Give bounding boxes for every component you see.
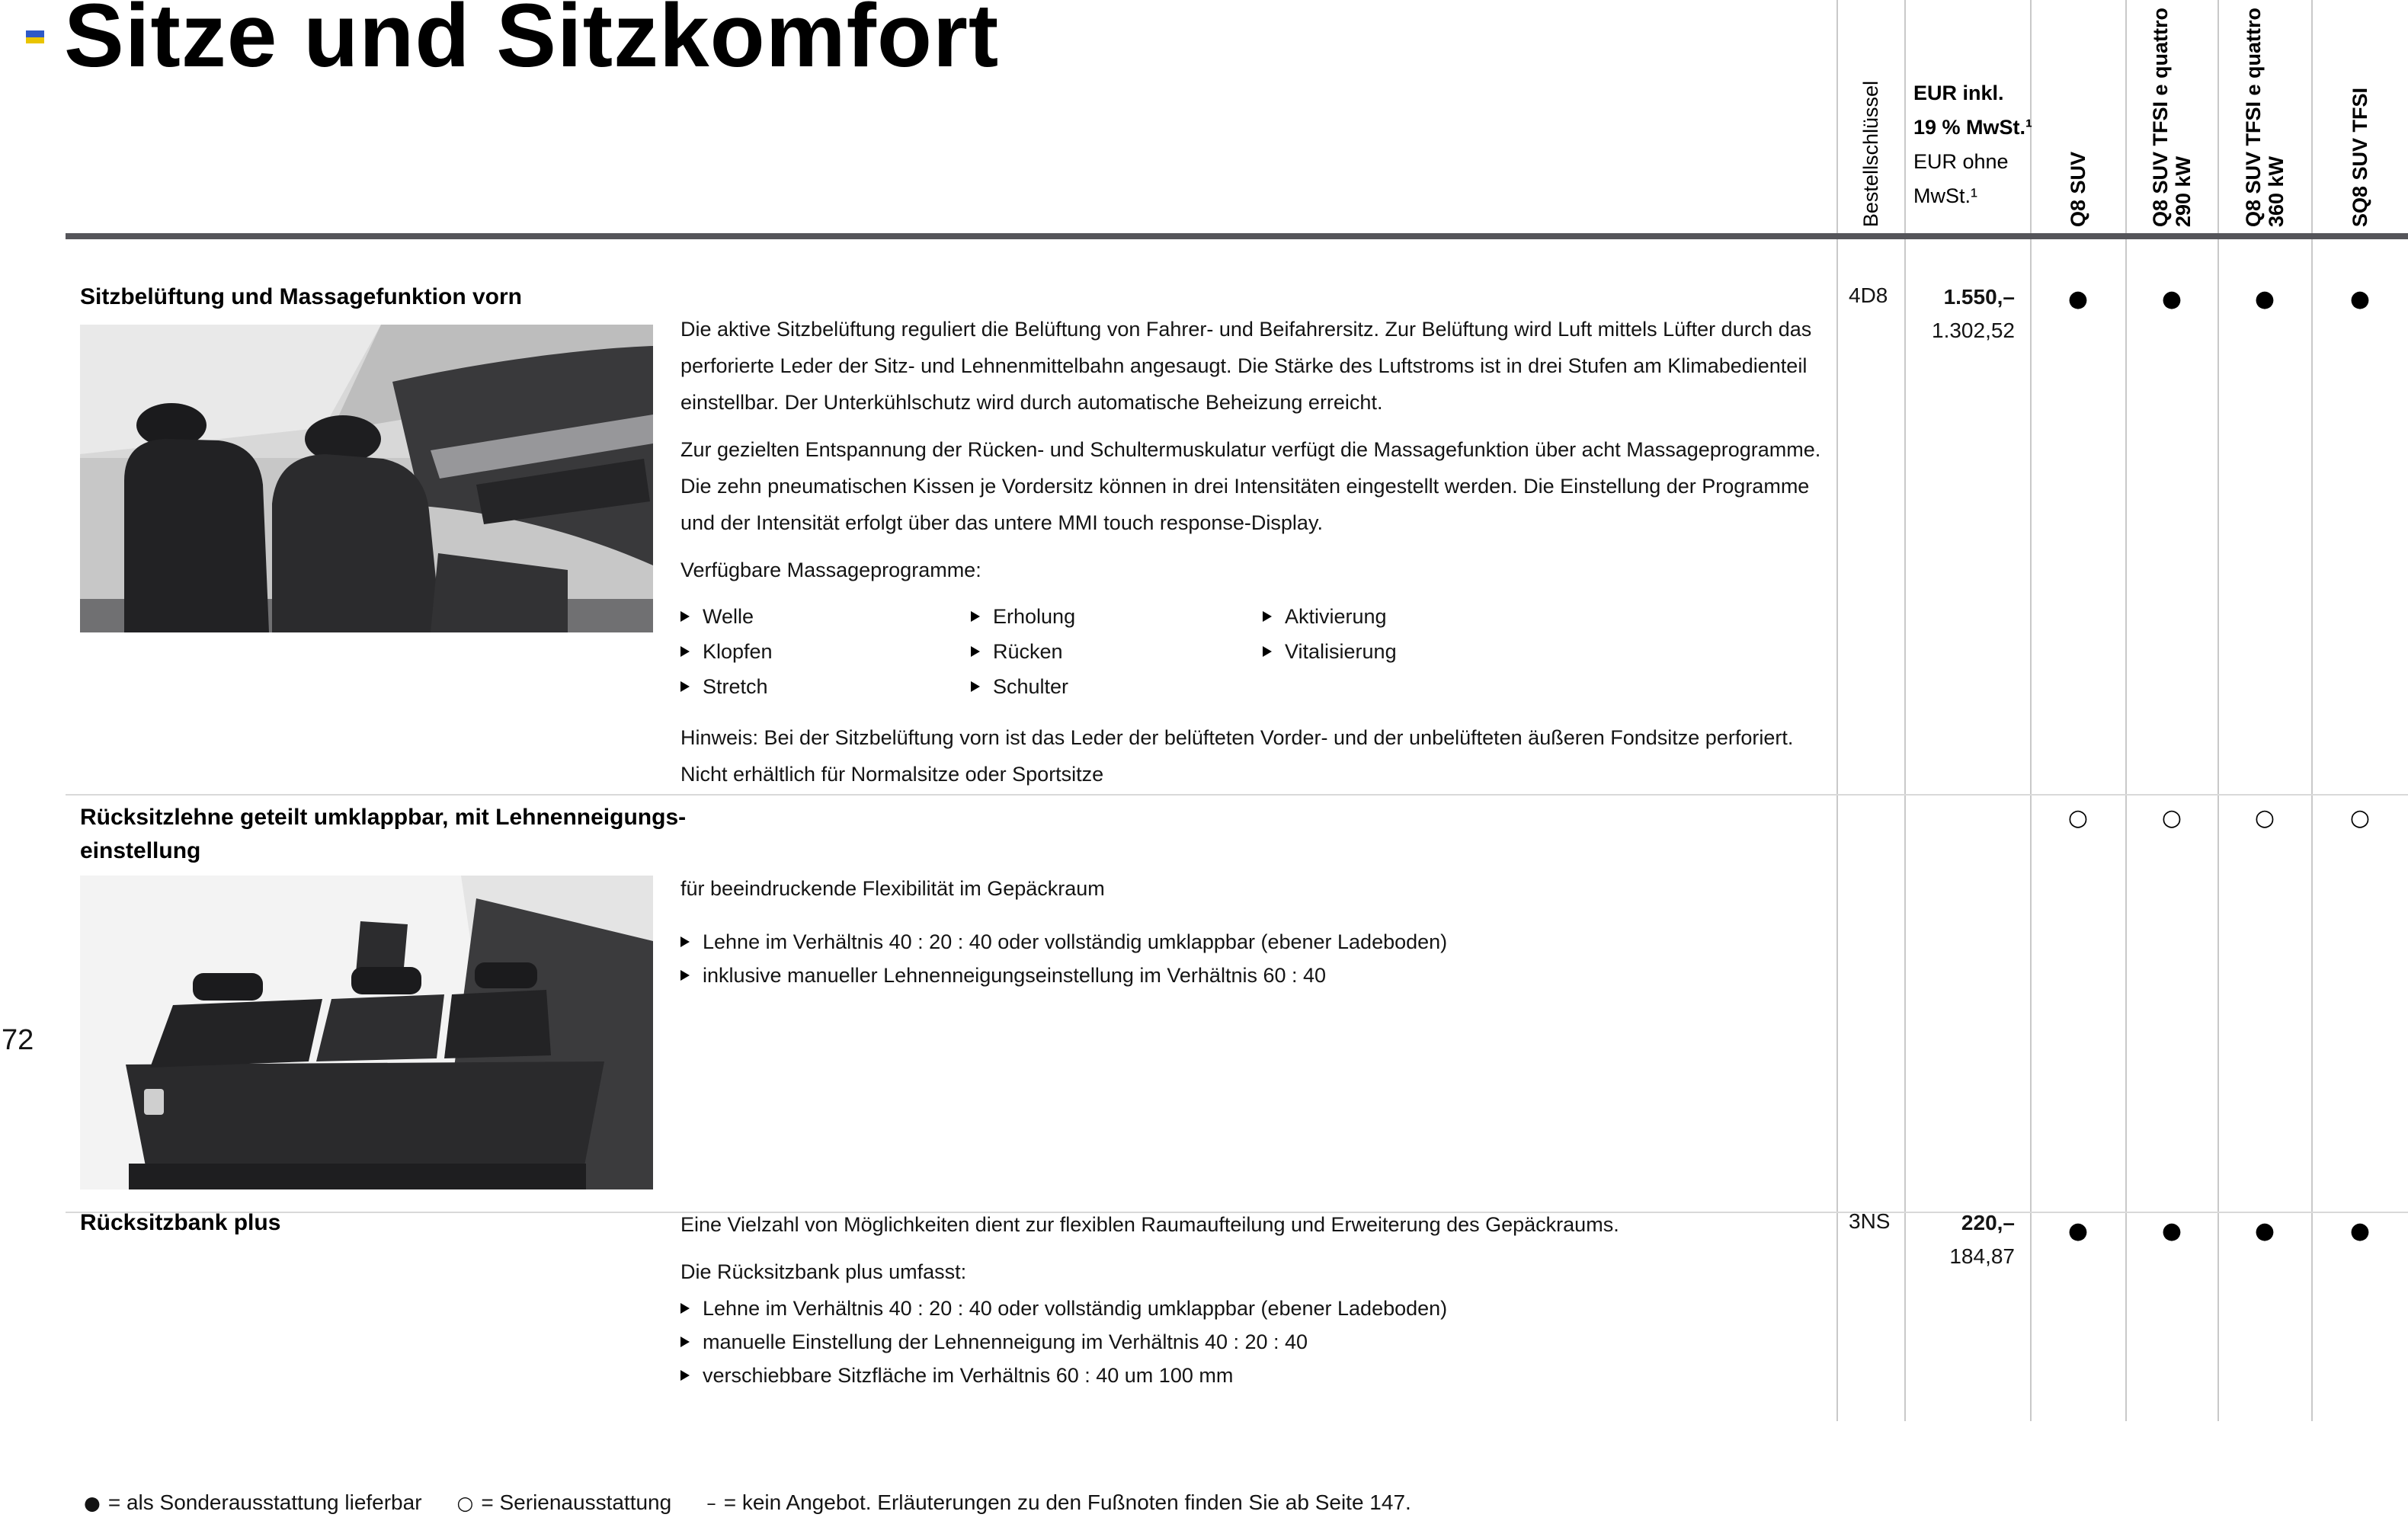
model-column-header <box>2030 0 2126 227</box>
program-item <box>680 669 773 704</box>
model-column-header <box>2125 0 2218 227</box>
bullet-label: manuelle Einstellung der Lehnenneigung im Verhältnis 40 : 20 : 40 <box>703 1330 1308 1353</box>
price-cell <box>1905 280 2015 347</box>
bullet-label: Lehne im Verhältnis 40 : 20 : 40 oder vollständig umklappbar (ebener Ladeboden) <box>703 930 1448 953</box>
model-name-line: 360 kW <box>2265 155 2288 227</box>
bullet-triangle-icon <box>680 1337 690 1347</box>
page-title: Sitze und Sitzkomfort <box>64 0 1000 86</box>
bullet-triangle-icon <box>1263 646 1272 657</box>
bullet-item <box>680 959 1824 992</box>
program-label: Klopfen <box>703 640 773 663</box>
row-title-line: Rücksitzlehne geteilt umklappbar, mit Lehnenneigungs- <box>80 805 687 830</box>
row-title: Rücksitzbank plus <box>80 1210 281 1235</box>
bullet-triangle-icon <box>680 681 690 692</box>
bullet-label: inklusive manueller Lehnenneigungseinstellung im Verhältnis 60 : 40 <box>703 964 1327 987</box>
price-header-line: 19 % MwSt.¹ <box>1913 116 2033 139</box>
feature-description <box>680 870 1824 992</box>
availability-dot: ● <box>2349 1218 2371 1244</box>
bullet-label: verschiebbare Sitzfläche im Verhältnis 60 : 40 um 100 mm <box>703 1364 1234 1387</box>
bullet-triangle-icon <box>971 646 980 657</box>
program-item <box>1263 634 1397 669</box>
bullet-triangle-icon <box>680 1303 690 1314</box>
model-column-header <box>2217 0 2312 227</box>
availability-dot: ● <box>2254 1218 2275 1244</box>
bullet-list <box>680 1292 1824 1392</box>
availability-dot: ○ <box>2161 805 2182 831</box>
availability-dot: ○ <box>2254 805 2275 831</box>
availability-dot: ● <box>2161 286 2182 312</box>
availability-dot: ● <box>2161 1218 2182 1244</box>
program-item <box>971 599 1075 634</box>
program-label: Stretch <box>703 675 768 698</box>
program-label: Rücken <box>993 640 1063 663</box>
availability-dot: ● <box>2254 286 2275 312</box>
program-label: Vitalisierung <box>1285 640 1397 663</box>
price-header-line: MwSt.¹ <box>1913 184 1977 207</box>
description-intro: für beeindruckende Flexibilität im Gepäckraum <box>680 877 1105 900</box>
bullet-triangle-icon <box>680 970 690 981</box>
program-item <box>1263 599 1397 634</box>
feature-description <box>680 311 1824 792</box>
order-code: 3NS <box>1849 1209 1891 1233</box>
bullet-item <box>680 1292 1824 1325</box>
row-title: Sitzbelüftung und Massagefunktion vorn <box>80 284 522 309</box>
order-code: 4D8 <box>1849 283 1888 307</box>
price-header-line: EUR inkl. <box>1913 82 2004 104</box>
programs-column <box>1263 599 1397 669</box>
price-header-line: EUR ohne <box>1913 150 2009 173</box>
program-label: Schulter <box>993 675 1069 698</box>
model-name-line: SQ8 SUV TFSI <box>2348 87 2371 227</box>
program-item <box>680 634 773 669</box>
price-incl-vat: 1.550,– <box>1943 285 2015 309</box>
open-circle-icon: ○ <box>456 1491 474 1514</box>
program-item <box>680 599 773 634</box>
row-title <box>80 801 686 868</box>
price-excl-vat: 1.302,52 <box>1932 319 2015 342</box>
availability-dot: ○ <box>2349 805 2371 831</box>
description-intro: Eine Vielzahl von Möglichkeiten dient zur flexiblen Raumaufteilung und Erweiterung des Gepäckraums. <box>680 1213 1619 1236</box>
order-code-column-header <box>1836 0 1905 227</box>
program-item <box>971 669 1075 704</box>
bullet-item <box>680 925 1824 959</box>
bullet-label: Lehne im Verhältnis 40 : 20 : 40 oder vollständig umklappbar (ebener Ladeboden) <box>703 1297 1448 1320</box>
legend-text: = Serienausstattung <box>481 1490 672 1514</box>
description-paragraph: Die aktive Sitzbelüftung reguliert die Belüftung von Fahrer- und Beifahrersitz. Zur Belüftung wird Luft mittels Lüfter durch das perforierte Leder der Sitz- und Lehnenmittelbahn angesaugt. Die Stärke des Luftstroms ist in drei Stufen am Klimabedienteil einstellbar. Der Unterkühlschutz wird durch automatische Beheizung erreicht. <box>680 318 1812 414</box>
rear-seat-backrest-photo <box>80 876 653 1189</box>
dash-icon: – <box>706 1491 716 1514</box>
program-label: Aktivierung <box>1285 605 1387 628</box>
bookmark-flag-icon <box>26 30 44 43</box>
bullet-triangle-icon <box>680 646 690 657</box>
page-number: 72 <box>2 1024 34 1056</box>
program-item <box>971 634 1075 669</box>
description-paragraph: Zur gezielten Entspannung der Rücken- und Schultermuskulatur verfügt die Massagefunktion über acht Massageprogramme. Die zehn pneumatischen Kissen je Vordersitz können in drei Intensitäten eingestellt werden. Die Einstellung der Programme und der Intensität erfolgt über das untere MMI touch response-Display. <box>680 438 1821 534</box>
model-name-line: Q8 SUV TFSI e quattro <box>2242 7 2265 227</box>
program-label: Erholung <box>993 605 1076 628</box>
bullet-triangle-icon <box>971 681 980 692</box>
bullet-item <box>680 1359 1824 1392</box>
bullet-item <box>680 1325 1824 1359</box>
bullet-triangle-icon <box>971 611 980 622</box>
feature-description <box>680 1206 1824 1392</box>
row-title-line: einstellung <box>80 838 201 863</box>
header-rule <box>66 233 2408 239</box>
availability-dot: ● <box>2067 286 2089 312</box>
legend-text: = als Sonderausstattung lieferbar <box>107 1490 422 1514</box>
programs-intro: Verfügbare Massageprogramme: <box>680 559 981 581</box>
legend-group <box>84 1490 422 1515</box>
bullet-triangle-icon <box>1263 611 1272 622</box>
bullet-triangle-icon <box>680 611 690 622</box>
availability-dot: ○ <box>2067 805 2089 831</box>
legend-group <box>457 1490 672 1515</box>
seat-ventilation-photo <box>80 325 653 632</box>
price-column-header <box>1913 76 2032 213</box>
list-intro: Die Rücksitzbank plus umfasst: <box>680 1260 967 1283</box>
feature-note: Hinweis: Bei der Sitzbelüftung vorn ist das Leder der belüfteten Vorder- und der unbelüfteten äußeren Fondsitze perforiert. Nicht erhältlich für Normalsitze oder Sportsitze <box>680 726 1794 786</box>
availability-dot: ● <box>2067 1218 2089 1244</box>
massage-programs-list <box>680 599 1824 704</box>
price-excl-vat: 184,87 <box>1949 1244 2015 1268</box>
price-cell <box>1905 1206 2015 1273</box>
legend <box>84 1490 1446 1515</box>
legend-text: = kein Angebot. Erläuterungen zu den Fußnoten finden Sie ab Seite 147. <box>723 1490 1411 1514</box>
bullet-triangle-icon <box>680 936 690 947</box>
program-label: Welle <box>703 605 754 628</box>
legend-group <box>706 1490 1411 1515</box>
model-name-line: Q8 SUV TFSI e quattro <box>2149 7 2172 227</box>
price-incl-vat: 220,– <box>1961 1211 2015 1234</box>
bullet-triangle-icon <box>680 1370 690 1381</box>
bullet-list <box>680 925 1824 992</box>
programs-column <box>680 599 773 704</box>
model-name-line: Q8 SUV <box>2067 151 2089 227</box>
row-divider <box>66 794 2408 796</box>
filled-dot-icon: ● <box>84 1491 101 1514</box>
model-column-header <box>2311 0 2408 227</box>
model-name-line: 290 kW <box>2172 155 2195 227</box>
programs-column <box>971 599 1075 704</box>
availability-dot: ● <box>2349 286 2371 312</box>
order-code-column-label: Bestellschlüssel <box>1859 80 1882 227</box>
